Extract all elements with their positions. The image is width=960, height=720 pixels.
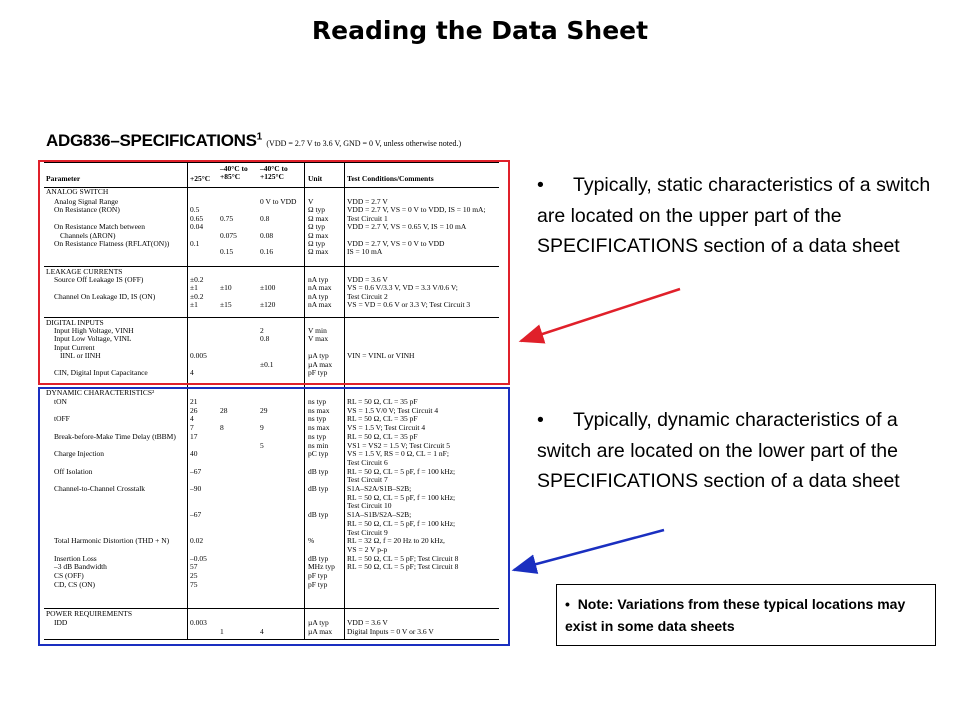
spec-cell-t: VS = 1.5 V, RS = 0 Ω, CL = 1 nF; — [347, 449, 449, 459]
spec-cell-a: 0.04 — [190, 222, 204, 232]
spec-cell-p: On Resistance (RON) — [54, 205, 120, 215]
spec-cell-u: pF typ — [308, 571, 328, 580]
spec-cell-a: 0.02 — [190, 536, 204, 546]
spec-cell-u: ns typ — [308, 397, 327, 406]
spec-cell-a: 0.5 — [190, 205, 200, 215]
spec-cell-a: 17 — [190, 431, 198, 441]
spec-cell-b: 0.075 — [220, 230, 237, 240]
spec-cell-t: RL = 32 Ω, f = 20 Hz to 20 kHz, — [347, 536, 445, 546]
datasheet-heading-footnote: 1 — [256, 131, 262, 143]
spec-cell-t: Test Circuit 1 — [347, 213, 388, 223]
section-digital-inputs: DIGITAL INPUTS — [46, 318, 104, 327]
col-header-85c: –40°C to +85°C — [220, 164, 248, 181]
spec-cell-p: Channel-to-Channel Crosstalk — [54, 484, 146, 493]
spec-cell-t: RL = 50 Ω, CL = 35 pF — [347, 431, 418, 441]
spec-cell-a: –67 — [190, 510, 202, 520]
spec-cell-p: IDD — [54, 618, 68, 627]
spec-cell-p: tOFF — [54, 414, 70, 424]
spec-cell-u: nA typ — [308, 275, 329, 284]
spec-cell-t: S1A–S2A/S1B–S2B; — [347, 484, 412, 493]
spec-cell-u: pF typ — [308, 579, 328, 589]
spec-cell-t: VS = 1.5 V/0 V; Test Circuit 4 — [347, 405, 439, 415]
spec-cell-p: –3 dB Bandwidth — [54, 562, 107, 572]
spec-cell-a: 26 — [190, 405, 198, 415]
spec-cell-u: Ω typ — [308, 239, 326, 248]
spec-cell-a: 40 — [190, 449, 198, 459]
spec-cell-c: 0.8 — [260, 213, 270, 223]
bullet-marker: • — [537, 174, 544, 196]
spec-cell-t: VDD = 2.7 V, VS = 0 V to VDD, IS = 10 mA; — [347, 205, 486, 215]
spec-cell-t: RL = 50 Ω, CL = 35 pF — [347, 414, 418, 424]
spec-cell-t: VDD = 2.7 V — [347, 197, 388, 206]
spec-cell-a: ±0.2 — [190, 275, 204, 284]
spec-cell-p: Charge Injection — [54, 449, 105, 459]
spec-cell-t: RL = 50 Ω, CL = 5 pF, f = 100 kHz; — [347, 492, 456, 502]
spec-cell-a: 4 — [190, 368, 194, 377]
spec-cell-t: VS = 2 V p-p — [347, 544, 388, 554]
spec-cell-u: µA max — [308, 359, 333, 369]
spec-cell-p: Input Low Voltage, VINL — [54, 334, 132, 344]
spec-cell-u: µA max — [308, 627, 333, 636]
spec-cell-u: V max — [308, 334, 329, 344]
spec-cell-c: ±120 — [260, 300, 276, 310]
spec-cell-u: Ω typ — [308, 205, 326, 215]
spec-cell-p: Break-before-Make Time Delay (tBBM) — [54, 431, 176, 441]
spec-cell-p: Insertion Loss — [54, 553, 97, 563]
spec-cell-a: –90 — [190, 484, 202, 493]
spec-cell-u: V — [308, 197, 314, 206]
section-analog-switch: ANALOG SWITCH — [46, 187, 109, 196]
spec-cell-t: VS = 0.6 V/3.3 V, VD = 3.3 V/0.6 V; — [347, 283, 458, 293]
spec-cell-t: VDD = 3.6 V — [347, 275, 388, 284]
spec-cell-u: V min — [308, 326, 327, 335]
section-power-requirements: POWER REQUIREMENTS — [46, 609, 133, 618]
bullet-marker: • — [537, 409, 544, 431]
col-header-25c: +25°C — [190, 174, 211, 183]
spec-cell-t: RL = 50 Ω, CL = 35 pF — [347, 397, 418, 406]
spec-cell-u: µA typ — [308, 351, 329, 361]
spec-cell-c: 29 — [260, 405, 268, 415]
spec-cell-b: ±10 — [220, 283, 232, 293]
spec-cell-t: Digital Inputs = 0 V or 3.6 V — [347, 627, 434, 636]
spec-cell-u: ns max — [308, 423, 330, 433]
spec-cell-p: CD, CS (ON) — [54, 579, 96, 589]
section-leakage-currents: LEAKAGE CURRENTS — [46, 267, 123, 276]
spec-cell-t: Test Circuit 2 — [347, 291, 388, 301]
spec-cell-t: RL = 50 Ω, CL = 5 pF; Test Circuit 8 — [347, 553, 459, 563]
spec-cell-a: ±1 — [190, 283, 198, 293]
blue-arrow — [514, 530, 664, 570]
spec-cell-a: 25 — [190, 571, 198, 580]
spec-cell-c: 0 V to VDD — [260, 197, 297, 206]
spec-cell-t: VS = VD = 0.6 V or 3.3 V; Test Circuit 3 — [347, 300, 471, 310]
spec-cell-u: pF typ — [308, 368, 328, 377]
spec-cell-a: 0.65 — [190, 213, 204, 223]
spec-cell-p: Channel On Leakage ID, IS (ON) — [54, 291, 156, 301]
col-header-125c: –40°C to +125°C — [260, 164, 288, 181]
spec-cell-t: VDD = 2.7 V, VS = 0.65 V, IS = 10 mA — [347, 222, 467, 232]
spec-cell-a: 4 — [190, 414, 194, 424]
spec-cell-c: 2 — [260, 326, 264, 335]
section-dynamic-characteristics: DYNAMIC CHARACTERISTICS² — [46, 388, 155, 397]
spec-cell-u: Ω max — [308, 230, 329, 240]
spec-cell-p: Input High Voltage, VINH — [54, 326, 134, 335]
col-header-test-conditions: Test Conditions/Comments — [347, 174, 434, 183]
spec-cell-a: 21 — [190, 397, 198, 406]
spec-cell-t: VDD = 2.7 V, VS = 0 V to VDD — [347, 239, 445, 248]
spec-cell-t: IS = 10 mA — [347, 247, 383, 257]
spec-cell-a: 0.003 — [190, 618, 207, 627]
spec-cell-p: tON — [54, 397, 67, 406]
spec-cell-u: dB typ — [308, 484, 329, 493]
bullet-dynamic-text: Typically, dynamic characteristics of a switch are located on the lower part of the SPECIFICATIONS section of a data sheet — [537, 409, 900, 492]
spec-cell-u: MHz typ — [308, 562, 335, 572]
spec-cell-t: RL = 50 Ω, CL = 5 pF, f = 100 kHz; — [347, 466, 456, 476]
spec-cell-c: 0.08 — [260, 230, 274, 240]
spec-cell-u: ns min — [308, 440, 329, 450]
spec-cell-t: Test Circuit 10 — [347, 501, 392, 511]
spec-cell-b: ±15 — [220, 300, 232, 310]
note-marker: • — [565, 596, 570, 612]
spec-cell-b: 0.15 — [220, 247, 234, 257]
spec-cell-u: nA max — [308, 283, 332, 293]
spec-cell-u: nA max — [308, 300, 332, 310]
spec-cell-a: –67 — [190, 466, 202, 476]
spec-cell-a: ±1 — [190, 300, 198, 310]
spec-cell-u: ns typ — [308, 414, 327, 424]
spec-cell-a: ±0.2 — [190, 291, 204, 301]
spec-cell-u: nA typ — [308, 291, 329, 301]
spec-cell-u: dB typ — [308, 466, 329, 476]
spec-cell-a: 0.005 — [190, 351, 207, 361]
spec-cell-b: 8 — [220, 423, 224, 433]
red-arrow — [521, 289, 680, 341]
spec-cell-c: 9 — [260, 423, 264, 433]
spec-cell-p: CIN, Digital Input Capacitance — [54, 368, 148, 377]
spec-cell-a: 0.1 — [190, 239, 200, 248]
spec-cell-t: RL = 50 Ω, CL = 5 pF; Test Circuit 8 — [347, 562, 459, 572]
note-text: Note: Variations from these typical locations may exist in some data sheets — [565, 596, 906, 634]
datasheet-heading-text: ADG836–SPECIFICATIONS — [46, 131, 257, 150]
spec-cell-u: ns typ — [308, 431, 327, 441]
bullet-static-text: Typically, static characteristics of a switch are located on the upper part of the SPECIFICATIONS section of a data sheet — [537, 174, 931, 257]
spec-cell-u: pC typ — [308, 449, 329, 459]
spec-cell-p: Input Current — [54, 342, 95, 352]
spec-cell-u: dB typ — [308, 510, 329, 520]
spec-cell-p: Channels (ΔRON) — [60, 230, 116, 240]
spec-cell-c: 0.8 — [260, 334, 270, 344]
spec-cell-p: Analog Signal Range — [54, 197, 119, 206]
spec-cell-c: ±100 — [260, 283, 276, 293]
col-header-unit: Unit — [308, 174, 323, 183]
spec-cell-t: S1A–S1B/S2A–S2B; — [347, 510, 412, 520]
col-header-parameter: Parameter — [46, 174, 81, 183]
spec-cell-t: Test Circuit 9 — [347, 527, 388, 537]
spec-cell-p: On Resistance Flatness (RFLAT(ON)) — [54, 239, 170, 248]
spec-cell-u: dB typ — [308, 553, 329, 563]
spec-cell-u: Ω max — [308, 213, 329, 223]
spec-cell-u: % — [308, 536, 315, 546]
spec-cell-p: CS (OFF) — [54, 571, 84, 580]
spec-cell-c: ±0.1 — [260, 359, 274, 369]
spec-cell-t: VS1 = VS2 = 1.5 V; Test Circuit 5 — [347, 440, 451, 450]
spec-cell-t: Test Circuit 7 — [347, 475, 388, 485]
spec-cell-u: µA typ — [308, 618, 329, 627]
spec-cell-a: 7 — [190, 423, 194, 433]
spec-cell-c: 0.16 — [260, 247, 274, 257]
spec-cell-b: 0.75 — [220, 213, 234, 223]
spec-cell-p: On Resistance Match between — [54, 222, 146, 232]
spec-cell-a: 57 — [190, 562, 198, 572]
spec-cell-a: 75 — [190, 579, 198, 589]
slide-title: Reading the Data Sheet — [311, 16, 649, 45]
spec-cell-t: RL = 50 Ω, CL = 5 pF, f = 100 kHz; — [347, 518, 456, 528]
spec-cell-a: –0.05 — [190, 553, 207, 563]
spec-cell-c: 4 — [260, 627, 264, 636]
spec-cell-u: Ω typ — [308, 222, 326, 232]
spec-cell-b: 1 — [220, 627, 224, 636]
spec-cell-p: IINL or IINH — [60, 351, 101, 361]
spec-cell-p: Source Off Leakage IS (OFF) — [54, 275, 144, 284]
spec-cell-b: 28 — [220, 405, 228, 415]
spec-cell-c: 5 — [260, 440, 264, 450]
spec-cell-p: Total Harmonic Distortion (THD + N) — [54, 536, 170, 546]
spec-cell-t: VDD = 3.6 V — [347, 618, 388, 627]
spec-cell-u: Ω max — [308, 247, 329, 257]
spec-cell-p: Off Isolation — [54, 466, 93, 476]
datasheet-conditions: (VDD = 2.7 V to 3.6 V, GND = 0 V, unless otherwise noted.) — [266, 139, 462, 148]
spec-cell-t: VIN = VINL or VINH — [347, 351, 415, 361]
spec-cell-u: ns max — [308, 405, 330, 415]
spec-cell-t: VS = 1.5 V; Test Circuit 4 — [347, 423, 426, 433]
spec-cell-t: Test Circuit 6 — [347, 457, 388, 467]
